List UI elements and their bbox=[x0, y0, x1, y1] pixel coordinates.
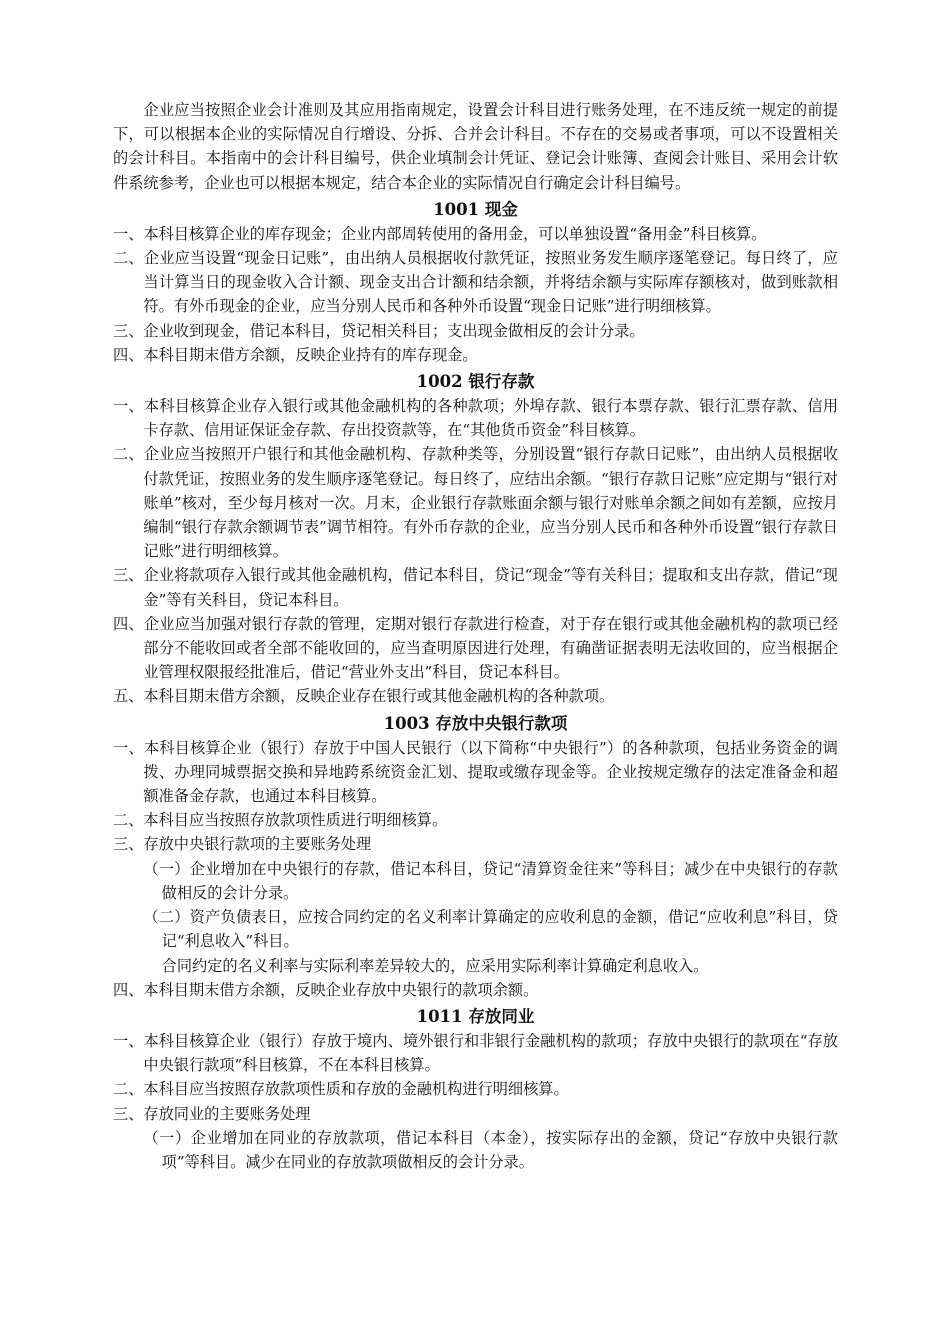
list-item: 二、本科目应当按照存放款项性质和存放的金融机构进行明细核算。 bbox=[113, 1080, 569, 1099]
sub-item: （一）企业增加在中央银行的存款，借记本科目，贷记“清算资金往来”等科目；减少在中央银行的存款做相反的会计分录。 bbox=[143, 859, 838, 902]
sub-item: （一）企业增加在同业的存放款项，借记本科目（本金），按实际存出的金额，贷记“存放中央银行款项”等科目。减少在同业的存放款项做相反的会计分录。 bbox=[143, 1128, 838, 1171]
sub-item: （二）资产负债表日，应按合同约定的名义利率计算确定的应收利息的金额，借记“应收利息”科目，贷记“利息收入”科目。 bbox=[143, 908, 838, 951]
list-item: 一、本科目核算企业（银行）存放于境内、境外银行和非银行金融机构的款项；存放中央银行的款项在“存放中央银行款项”科目核算，不在本科目核算。 bbox=[113, 1031, 838, 1075]
document-page bbox=[113, 98, 838, 1174]
list-item: 三、企业收到现金，借记本科目，贷记相关科目；支出现金做相反的会计分录。 bbox=[113, 321, 645, 340]
list-item: 四、本科目期末借方余额，反映企业持有的库存现金。 bbox=[113, 345, 478, 364]
section-title: 1011 存放同业 bbox=[416, 1006, 535, 1026]
list-item: 三、存放同业的主要账务处理 bbox=[113, 1104, 311, 1123]
list-item: 一、本科目核算企业（银行）存放于中国人民银行（以下简称“中央银行”）的各种款项，包括业务资金的调拨、办理同城票据交换和异地跨系统资金汇划、提取或缴存现金等。企业按规定缴存的法定准备金和超额准备金存款，也通过本科目核算。 bbox=[113, 738, 838, 806]
section-title: 1001 现金 bbox=[433, 199, 518, 219]
note-paragraph: 合同约定的名义利率与实际利率差异较大的，应采用实际利率计算确定利息收入。 bbox=[161, 956, 709, 975]
list-item: 二、本科目应当按照存放款项性质进行明细核算。 bbox=[113, 811, 448, 830]
list-item: 二、企业应当按照开户银行和其他金融机构、存款种类等，分别设置“银行存款日记账”，由出纳人员根据收付款凭证，按照业务的发生顺序逐笔登记。每日终了，应结出余额。“银行存款日记账”应定期与“银行对账单”核对，至少每月核对一次。月末，企业银行存款账面余额与银行对账单余额之间如有差额，应按月编制“银行存款余额调节表”调节相符。有外币存款的企业，应当分别人民币和各种外币设置“银行存款日记账”进行明细核算。 bbox=[113, 445, 838, 561]
list-item: 三、企业将款项存入银行或其他金融机构，借记本科目，贷记“现金”等有关科目；提取和支出存款，借记“现金”等有关科目，贷记本科目。 bbox=[113, 566, 838, 609]
list-item: 四、本科目期末借方余额，反映企业存放中央银行的款项余额。 bbox=[113, 980, 539, 999]
intro-paragraph: 企业应当按照企业会计准则及其应用指南规定，设置会计科目进行账务处理，在不违反统一规定的前提下，可以根据本企业的实际情况自行增设、分拆、合并会计科目。不存在的交易或者事项，可以不设置相关的会计科目。本指南中的会计科目编号，供企业填制会计凭证、登记会计账簿、查阅会计账目、采用会计软件系统参考，企业也可以根据本规定，结合本企业的实际情况自行确定会计科目编号。 bbox=[113, 101, 838, 192]
list-item: 三、存放中央银行款项的主要账务处理 bbox=[113, 835, 372, 854]
section-title: 1002 银行存款 bbox=[416, 372, 535, 392]
list-item: 五、本科目期末借方余额，反映企业存在银行或其他金融机构的各种款项。 bbox=[113, 687, 615, 706]
section-1003 bbox=[113, 711, 838, 1002]
list-item: 一、本科目核算企业存入银行或其他金融机构的各种款项；外埠存款、银行本票存款、银行汇票存款、信用卡存款、信用证保证金存款、存出投资款等，在“其他货币资金”科目核算。 bbox=[113, 397, 838, 440]
list-item: 二、企业应当设置“现金日记账”，由出纳人员根据收付款凭证，按照业务发生顺序逐笔登记。每日终了，应当计算当日的现金收入合计额、现金支出合计额和结余额，并将结余额与实际库存额核对，做到账款相符。有外币现金的企业，应当分别人民币和各种外币设置“现金日记账”进行明细核算。 bbox=[113, 249, 838, 316]
list-item: 一、本科目核算企业的库存现金；企业内部周转使用的备用金，可以单独设置“备用金”科目核算。 bbox=[113, 224, 767, 243]
section-1001 bbox=[113, 197, 838, 367]
section-1002 bbox=[113, 369, 838, 709]
list-item: 四、企业应当加强对银行存款的管理，定期对银行存款进行检查，对于存在银行或其他金融机构的款项已经部分不能收回或者全部不能收回的，应当查明原因进行处理，有确凿证据表明无法收回的，应当根据企业管理权限报经批准后，借记“营业外支出”科目，贷记本科目。 bbox=[113, 614, 838, 682]
section-1011 bbox=[113, 1004, 838, 1174]
section-title: 1003 存放中央银行款项 bbox=[383, 713, 568, 733]
